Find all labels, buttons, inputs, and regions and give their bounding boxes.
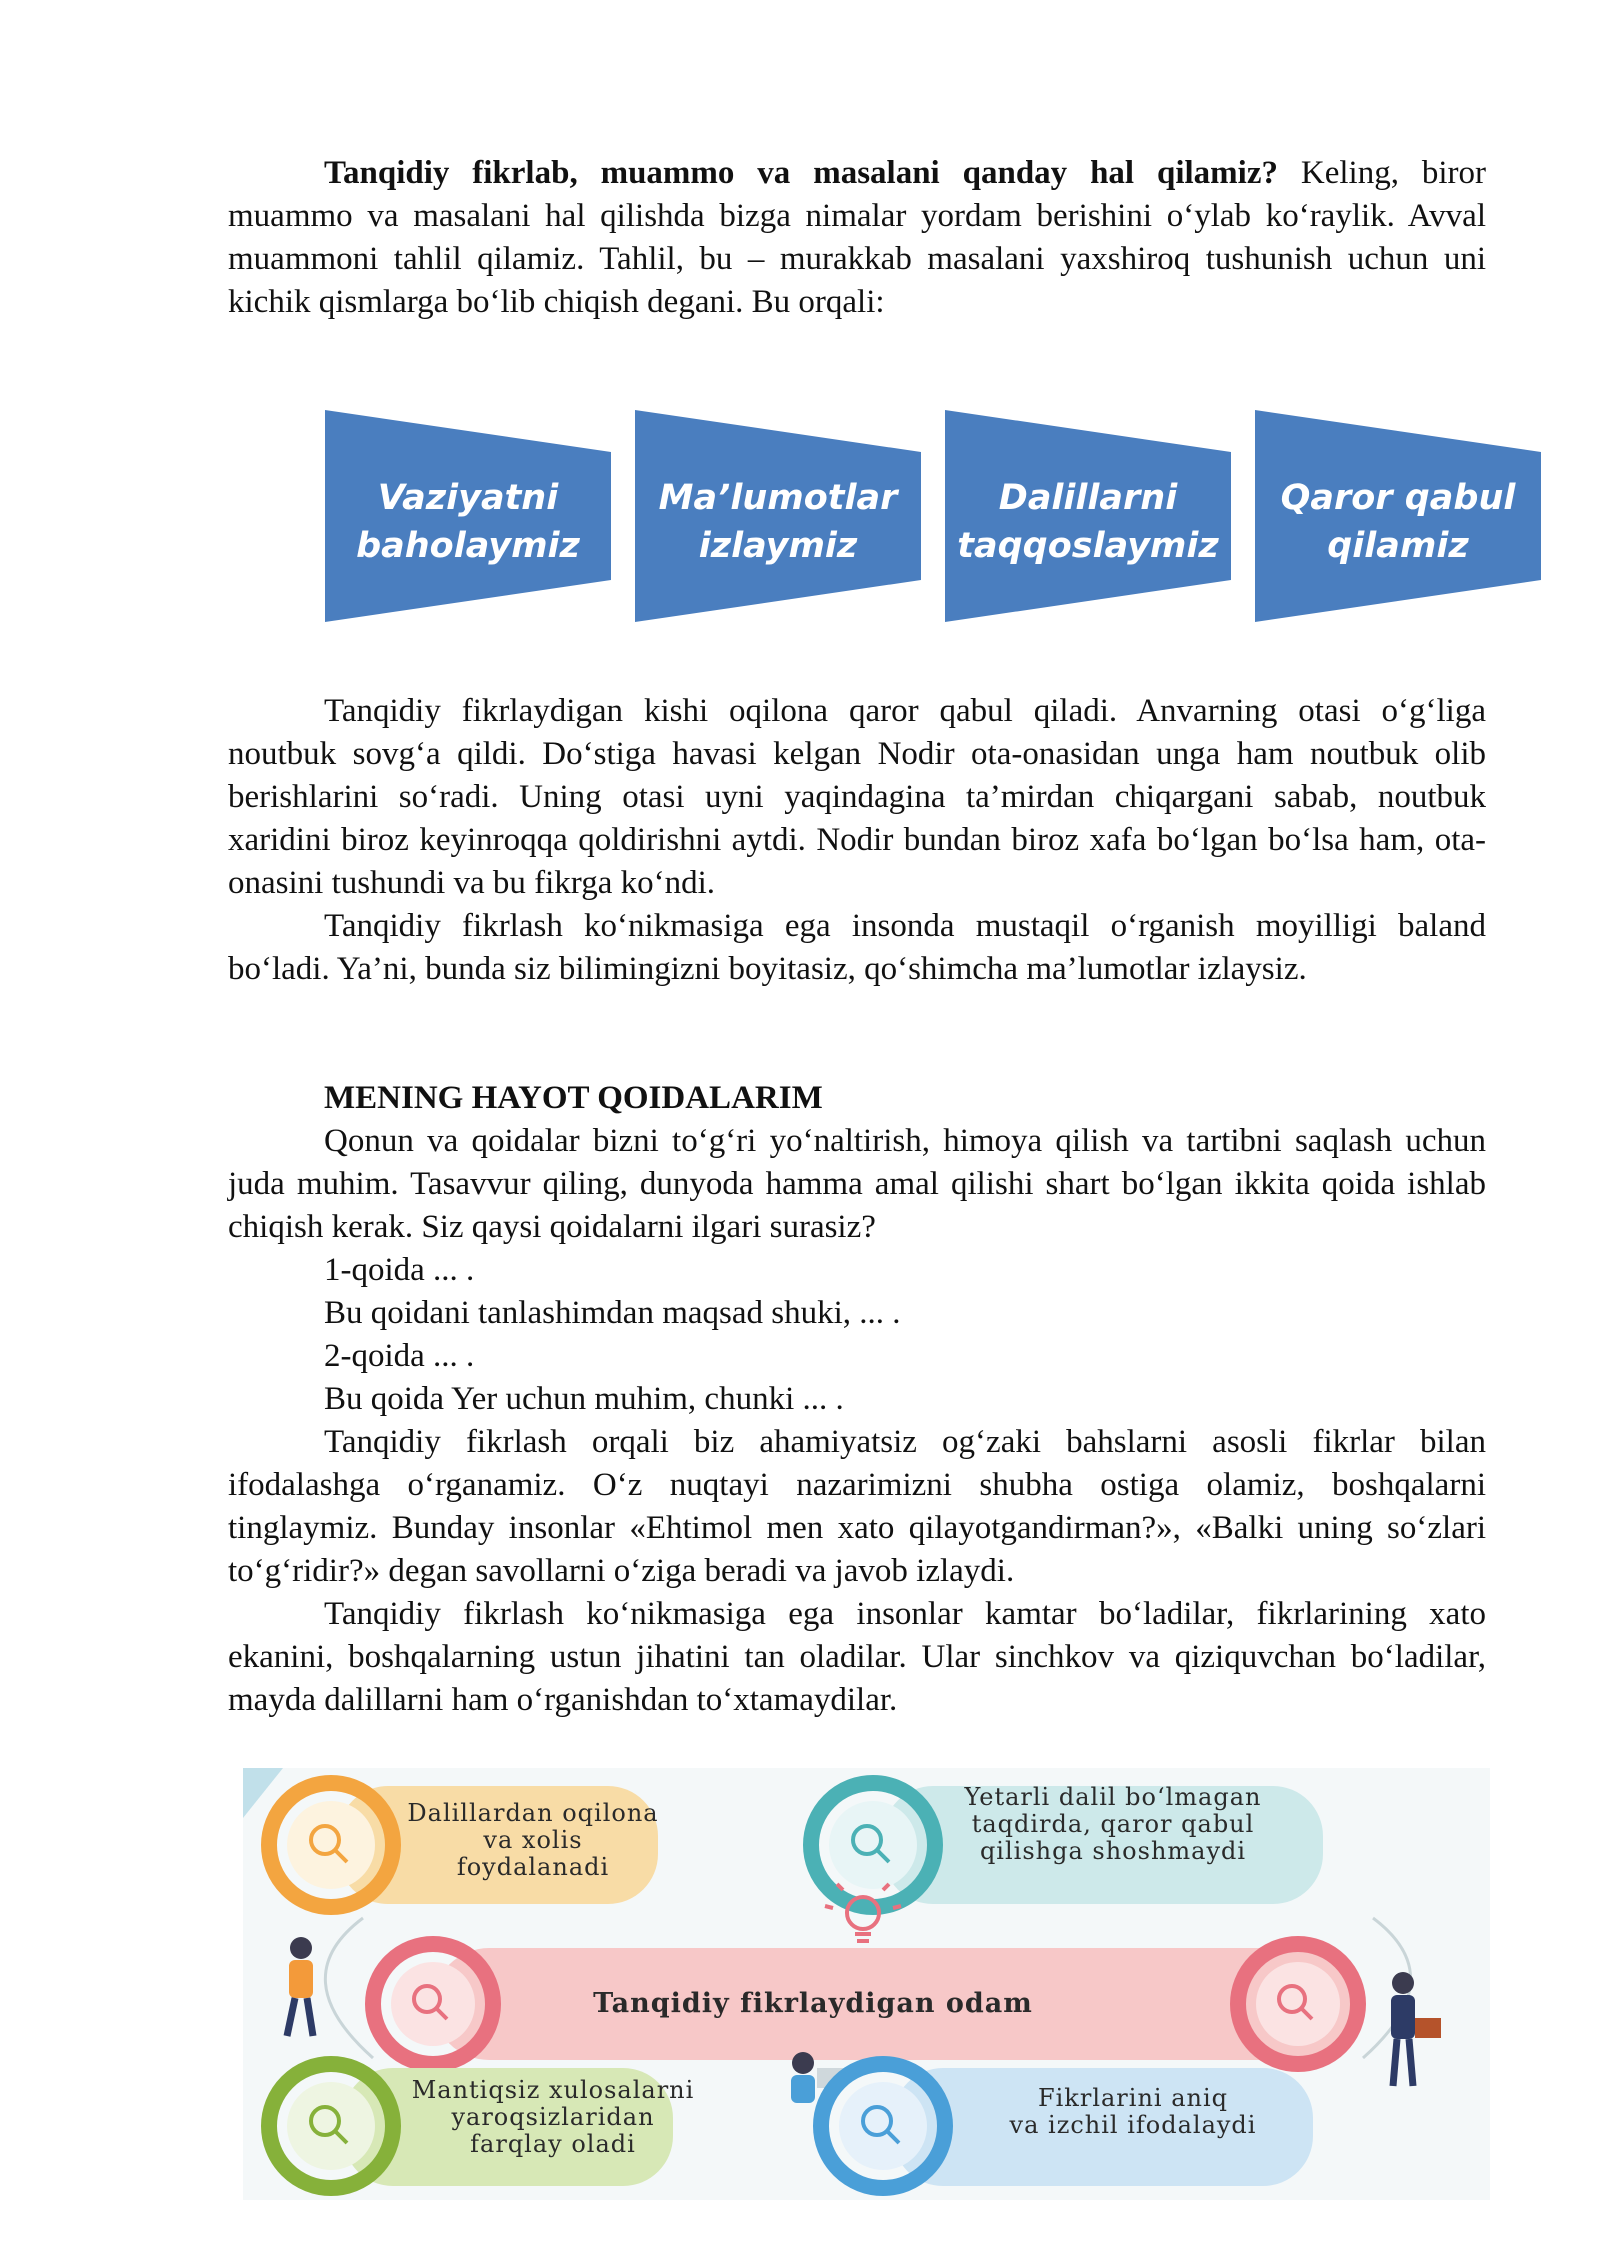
info-center-text: Tanqidiy fikrlaydigan odam [593,1988,1033,2019]
intro-bold-lead: Tanqidiy fikrlab, muammo va masalani qanday hal qilamiz? [324,155,1278,191]
process-step-3 [945,410,1231,628]
text-line: qilishga shoshmaydi [979,1837,1247,1865]
text-line: Dalillardan oqilona [407,1799,659,1827]
paragraph: Tanqidiy fikrlash ko‘nikmasiga ega insonlar kamtar bo‘ladilar, fikrlarining xato ekanini, boshqalarning ustun jihatini tan oladilar. Ular sinchkov va qiziquvchan bo‘ladilar, mayda dalillarni ham o‘rganishdan to‘xtamaydilar. [228,1596,1486,1718]
paragraph: Tanqidiy fikrlash orqali biz ahamiyatsiz og‘zaki bahslarni asosli fikrlar bilan ifodalashga o‘rganamiz. O‘z nuqtayi nazarimizni shubha ostiga olamiz, boshqalarni tinglaymiz. Bunday insonlar «Ehtimol men xato qilayotgandirman?», «Balki uning so‘zlari to‘g‘ridir?» degan savollarni o‘ziga beradi va javob izlaydi. [228,1424,1486,1589]
rule-line: 1-qoida ... . [324,1252,475,1288]
rule-line: 2-qoida ... . [324,1338,475,1374]
text-line: yaroqsizlaridan farqlay oladi [451,2103,655,2158]
step-1-line1: Vaziyatni [377,478,559,518]
step-3-line1: Dalillarni [998,478,1178,518]
infographic [243,1768,1490,2200]
step-1-line2: baholaymiz [356,526,580,566]
section-heading: MENING HAYOT QOIDALARIM [324,1080,823,1116]
intro-text: Keling, biror muammo va masalani hal qilishda bizga nimalar yordam berishini o‘ylab ko‘raylik. Avval muammoni tahlil qilamiz. Tahlil, bu – murakkab masalani yaxshiroq tushunish uchun uni kichik qismlarga bo‘lib chiqish degani. Bu orqali: [228,155,1486,320]
process-step-4 [1255,410,1541,628]
step-4-line1: Qaror qabul [1280,478,1516,518]
info-top-right-text [943,1784,1283,1865]
text-line: Fikrlarini aniq [1037,2084,1229,2112]
step-3-line2: taqqoslaymiz [957,526,1219,566]
body-section-1 [228,690,1486,991]
info-bottom-left-text [403,2077,703,2158]
rule-line: Bu qoida Yer uchun muhim, chunki ... . [324,1381,844,1417]
text-line: va izchil ifodalaydi [1009,2111,1257,2139]
body-section-2 [228,1077,1486,1722]
intro-paragraph [228,152,1486,324]
text-line: Mantiqsiz xulosalarni [411,2076,695,2104]
info-bottom-right-text [963,2085,1303,2139]
info-top-left-text [403,1800,663,1881]
step-2-line1: Ma’lumotlar [658,478,898,518]
paragraph: Tanqidiy fikrlash ko‘nikmasiga ega insonda mustaqil o‘rganish moyilligi baland bo‘ladi. Ya’ni, bunda siz bilimingizni boyitasiz, qo‘shimcha ma’lumotlar izlaysiz. [228,908,1486,987]
process-step-2 [635,410,921,628]
paragraph: Tanqidiy fikrlaydigan kishi oqilona qaror qabul qiladi. Anvarning otasi o‘g‘liga noutbuk sovg‘a qildi. Do‘stiga havasi kelgan Nodir ota-onasidan unga ham noutbuk olib berishlarini so‘radi. Uning otasi uyni yaqindagina ta’mirdan chiqargani sabab, noutbuk xaridini biroz keyinroqqa qoldirishni aytdi. Nodir bundan biroz xafa bo‘lgan bo‘lsa ham, ota-onasini tushundi va bu fikrga ko‘ndi. [228,693,1486,901]
paragraph: Qonun va qoidalar bizni to‘g‘ri yo‘naltirish, himoya qilish va tartibni saqlash uchun juda muhim. Tasavvur qiling, dunyoda hamma amal qilishi shart bo‘lgan ikkita qoida ishlab chiqish kerak. Siz qaysi qoidalarni ilgari surasiz? [228,1123,1486,1245]
process-step-1 [325,410,611,628]
process-arrows [325,410,1555,630]
step-4-line2: qilamiz [1327,526,1469,566]
text-line: Yetarli dalil bo‘lmagan [964,1783,1262,1811]
rule-line: Bu qoidani tanlashimdan maqsad shuki, ... . [324,1295,901,1331]
text-line: va xolis foydalanadi [456,1826,610,1881]
step-2-line2: izlaymiz [698,526,858,566]
text-line: taqdirda, qaror qabul [971,1810,1255,1838]
